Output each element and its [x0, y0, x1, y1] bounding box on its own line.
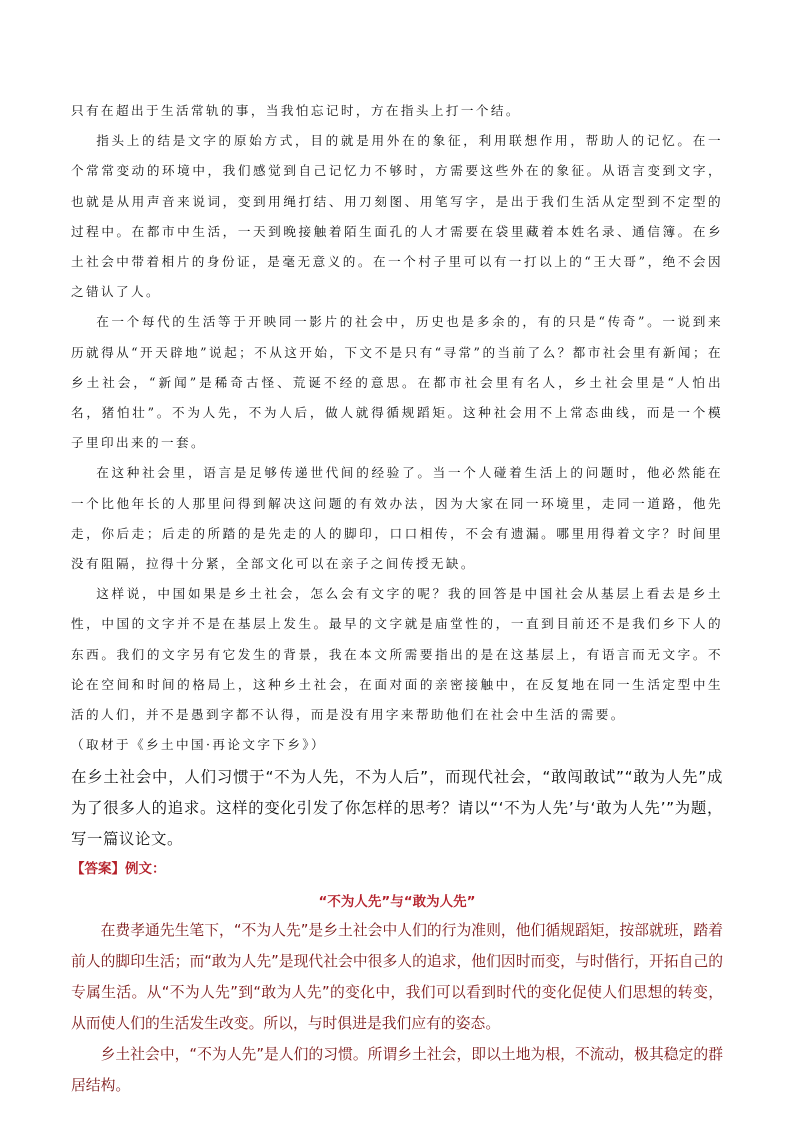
passage-paragraph: 在这种社会里，语言是足够传递世代间的经验了。当一个人碰着生活上的问题时，他必然能在一个比他年长的人那里问得到解决这问题的有效办法，因为大家在同一环境里，走同一道路，他先走，你后走；后走的所踏的是先走的人的脚印，口口相传，不会有遗漏。哪里用得着文字？时间里没有阻隔，拉得十分紧，全部文化可以在亲子之间传授无缺。	[71, 465, 723, 572]
answer-label: 【答案】例文：	[71, 861, 166, 878]
essay-paragraph: 乡土社会中，“不为人先”是人们的习惯。所谓乡土社会，即以土地为根，不流动，极其稳定的群居结构。	[71, 1046, 723, 1095]
document-page	[71, 96, 723, 1101]
passage-paragraph: 只有在超出于生活常轨的事，当我怕忘记时，方在指头上打一个结。	[71, 103, 521, 118]
essay-paragraph: 在费孝通先生笔下，“不为人先”是乡土社会中人们的行为准则，他们循规蹈矩，按部就班，踏着前人的脚印生活；而“敢为人先”是现代社会中很多人的追求，他们因时而变，与时偕行，开拓自己的专属生活。从“不为人先”到“敢为人先”的变化中，我们可以看到时代的变化促使人们思想的转变，从而使人们的生活发生改变。所以，与时俱进是我们应有的姿态。	[71, 922, 723, 1033]
passage-source: （取材于《乡土中国·再论文字下乡》）	[71, 737, 326, 753]
writing-prompt: 在乡土社会中，人们习惯于“不为人先，不为人后”，而现代社会，“敢闯敢试”“敢为人先”成为了很多人的追求。这样的变化引发了你怎样的思考？请以“‘不为人先’与‘敢为人先’”为题，写一篇议论文。	[71, 768, 723, 849]
sample-essay	[71, 915, 723, 1101]
passage-paragraph: 在一个每代的生活等于开映同一影片的社会中，历史也是多余的，有的只是“传奇”。一说到来历就得从“开天辟地”说起；不从这开始，下文不是只有“寻常”的当前了么？都市社会里有新闻；在乡土社会，“新闻”是稀奇古怪、荒诞不经的意思。在都市社会里有名人，乡土社会里是“人怕出名，猪怕壮”。不为人先，不为人后，做人就得循规蹈矩。这种社会用不上常态曲线，而是一个模子里印出来的一套。	[71, 314, 723, 451]
reading-passage	[71, 96, 723, 760]
passage-paragraph: 这样说，中国如果是乡土社会，怎么会有文字的呢？我的回答是中国社会从基层上看去是乡土性，中国的文字并不是在基层上发生。最早的文字就是庙堂性的，一直到目前还不是我们乡下人的东西。我们的文字另有它发生的背景，我在本文所需要指出的是在这基层上，有语言而无文字。不论在空间和时间的格局上，这种乡土社会，在面对面的亲密接触中，在反复地在同一生活定型中生活的人们，并不是愚到字都不认得，而是没有用字来帮助他们在社会中生活的需要。	[71, 586, 723, 723]
passage-paragraph: 指头上的结是文字的原始方式，目的就是用外在的象征，利用联想作用，帮助人的记忆。在一个常常变动的环境中，我们感觉到自己记忆力不够时，方需要这些外在的象征。从语言变到文字，也就是从用声音来说词，变到用绳打结、用刀刻图、用笔写字，是出于我们生活从定型到不定型的过程中。在都市中生活，一天到晚接触着陌生面孔的人才需要在袋里藏着本姓名录、通信簿。在乡土社会中带着相片的身份证，是毫无意义的。在一个村子里可以有一打以上的“王大哥”，绝不会因之错认了人。	[71, 133, 723, 300]
essay-title: “不为人先”与“敢为人先”	[318, 894, 476, 911]
